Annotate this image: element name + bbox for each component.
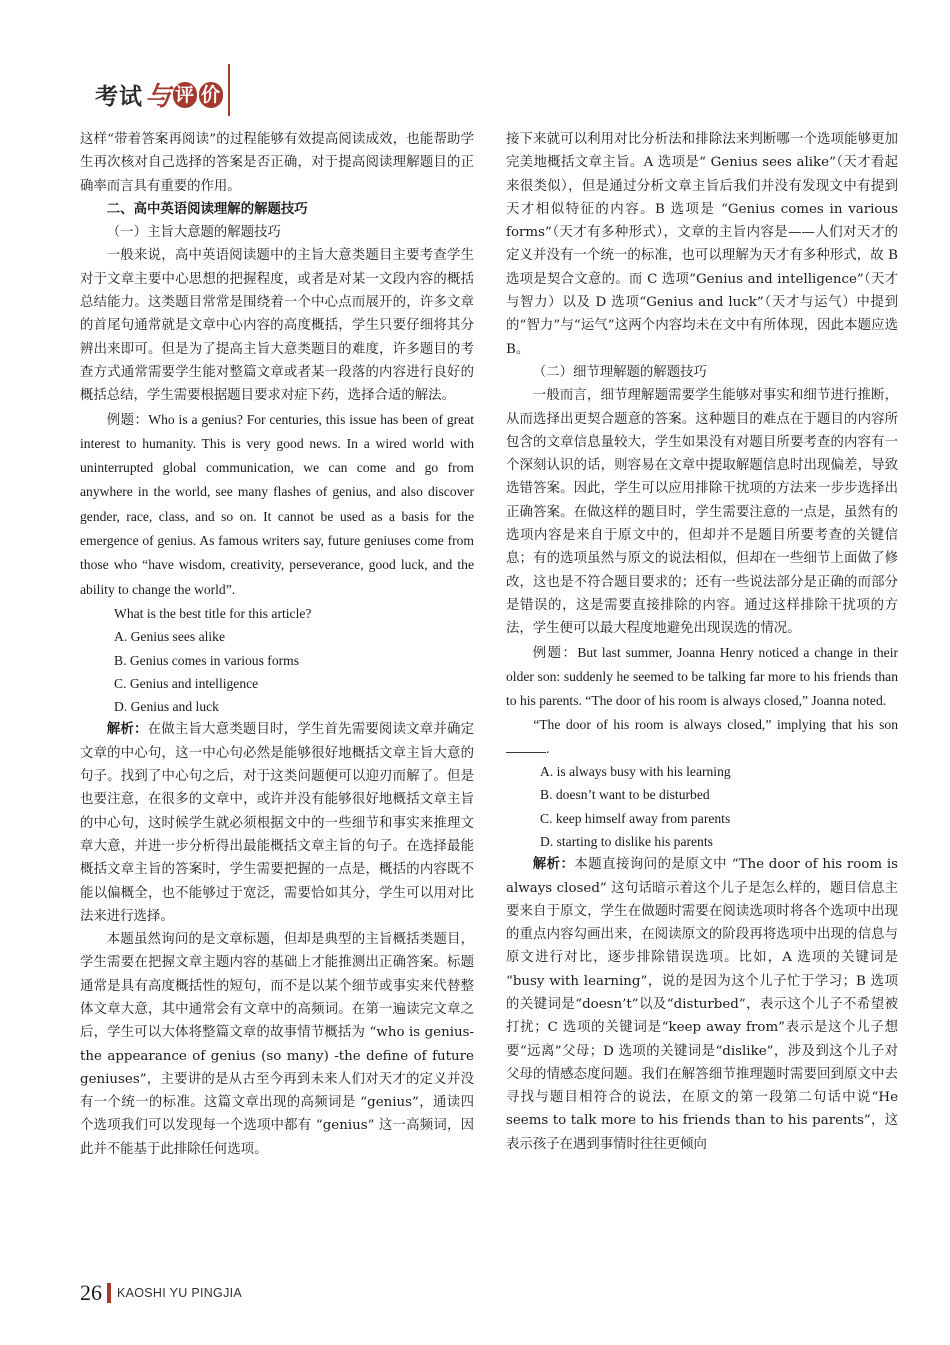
analysis-label: 解析：	[106, 721, 148, 738]
paragraph: 接下来就可以利用对比分析法和排除法来判断哪一个选项能够更加完美地概括文章主旨。A 选项是“ Genius sees alike”（天才看起来很类似），但是通过分析文章主旨后我们并没有发现文中有提到天才相似特征的内容。B 选项是 “Genius comes in various forms”（天才有多种形式），文章的主旨内容是——人们对天才的定义并没有一个统一的标准，也可以理解为天才有多种形式，故 B 选项是契合文意的。而 C 选项“Genius and intelligence”（天才与智力）以及 D 选项“Genius and luck”（天才与运气）中提到的“智力”与“运气”这两个内容均未在文中有所体现，因此本题应选 B。	[506, 132, 898, 357]
paragraph: 这样“带着答案再阅读”的过程能够有效提高阅读成效，也能帮助学生再次核对自己选择的答案是否正确，对于提高阅读理解题目的正确率而言具有重要的作用。	[80, 132, 474, 194]
example-text: But last summer, Joanna Henry noticed a change in their older son: suddenly he seemed to be talking far more to his friends than to his parents. “The door of his room is always closed,” Joanna noted.	[506, 644, 898, 709]
question-text: “The door of his room is always closed,” implying that his son	[533, 717, 898, 733]
journal-name: KAOSHI YU PINGJIA	[117, 1286, 243, 1300]
page-footer	[80, 1280, 242, 1306]
section-heading: 二、高中英语阅读理解的解题技巧	[106, 200, 308, 217]
logo-char-ping: 评	[175, 83, 196, 106]
analysis-text: 在做主旨大意类题目时，学生首先需要阅读文章并确定文章的中心句，这一中心句必然是能够很好地概括文章主旨大意的句子。找到了中心句之后，对于这类问题便可以迎刃而解了。但是也要注意，在很多的文章中，或许并没有能够很好地概括文章主旨的中心句，这时候学生就必须根据文中的一些细节和事实来推理文章大意，并进一步分析得出最能概括文章主旨的句子。在选择最能概括文章主旨的答案时，学生需要把握的一点是，概括的内容既不能以偏概全，也不能够过于宽泛，需要恰如其分，学生可以用对比法来进行选择。	[80, 722, 475, 924]
logo-char-jia: 价	[201, 83, 222, 106]
analysis-text: 本题直接询问的是原文中 “The door of his room is always closed” 这句话暗示着这个儿子是怎么样的，题目信息主要来自于原文，学生在做题时需要在阅读选项时将各个选项中出现的重点内容勾画出来，在阅读原文的阶段再将选项中出现的信息与原文进行对比，逐步排除错误选项。比如，A 选项的关键词是 “busy with learning”，说的是因为这个儿子忙于学习；B 选项的关键词是“doesn’t”以及“disturbed”，表示这个儿子不希望被打扰；C 选项的关键词是“keep away from”表示是这个儿子想要“远离”父母；D 选项的关键词是“dislike”，涉及到这个儿子对父母的情感态度问题。我们在解答细节推理题时需要回到原文中去寻找与题目相符合的说法，在原文的第一段第二句话中说“He seems to talk more to his friends than to his parents”，这表示孩子在遇到事情时往往更倾向	[506, 857, 899, 1152]
option-d: D. starting to dislike his parents	[540, 833, 713, 849]
option-c: C. Genius and intelligence	[114, 675, 259, 691]
option-b: B. doesn’t want to be disturbed	[540, 787, 710, 803]
option-d: D. Genius and luck	[114, 699, 219, 715]
option-a: A. Genius sees alike	[114, 629, 225, 645]
option-b: B. Genius comes in various forms	[114, 652, 300, 668]
option-c: C. keep himself away from parents	[540, 810, 731, 826]
paragraph: 一般而言，细节理解题需要学生能够对事实和细节进行推断，从而选择出更契合题意的答案。这种题目的难点在于题目的内容所包含的文章信息量较大，学生如果没有对题目所要考查的内容有一个深刻认识的话，则容易在文章中提取解题信息时出现偏差，导致选错答案。因此，学生可以应用排除干扰项的方法来一步步选择出正确答案。在做这样的题目时，学生需要注意的一点是，虽然有的选项内容是来自于原文中的，但却并不是题目所要考查的关键信息；有的选项虽然与原文的说法相似，但却在一些细节上面做了修改，这也是不符合题目要求的；还有一些说法部分是正确的而部分是错误的，这是需要直接排除的内容。通过这样排除干扰项的方法，学生便可以最大程度地避免出现误选的情况。	[506, 388, 898, 637]
subsection-heading: （二）细节理解题的解题技巧	[532, 364, 707, 380]
question-end: .	[546, 740, 550, 756]
option-a: A. is always busy with his learning	[540, 764, 731, 780]
example-paragraph	[80, 408, 474, 602]
journal-logo	[95, 76, 223, 113]
logo-text-kaoshi: 考试	[95, 83, 143, 110]
footer-accent-bar	[107, 1283, 111, 1303]
page-number: 26	[80, 1280, 102, 1305]
logo-text-yu: 与	[145, 82, 172, 112]
subsection-heading: （一）主旨大意题的解题技巧	[106, 225, 281, 241]
left-column	[80, 128, 474, 1161]
paragraph: 一般来说，高中英语阅读题中的主旨大意类题目主要考查学生对于文章主要中心思想的把握程度，或者是对某一文段内容的概括总结能力。这类题目常常是围绕着一个中心点而展开的，许多文章的首尾句通常就是文章中心内容的高度概括，学生只要仔细将其分辨出来即可。但是为了提高主旨大意类题目的难度，许多题目的考查方式通常需要学生能对整篇文章或者某一段落的内容进行良好的概括总结，学生需要根据题目要求对症下药，选择合适的解法。	[80, 248, 474, 404]
logo-text-pingjia	[173, 82, 223, 108]
analysis-paragraph	[506, 853, 898, 1156]
example-text: Who is a genius? For centuries, this issue has been of great interest to humanity. This is very good news. In a wired world with uninterrupted global communication, we can come and go from anywhere in the world, see many flashes of genius, and also discover gender, race, class, and so on. It cannot be used as a basis for the emergence of genius. As famous writers say, future geniuses come from those who “have wisdom, creativity, perseverance, good luck, and the ability to change the world”.	[80, 411, 475, 597]
analysis-label: 解析：	[532, 856, 575, 873]
right-column	[506, 128, 898, 1156]
analysis-paragraph	[80, 718, 474, 928]
example-label: 例题：	[106, 412, 149, 428]
header-divider	[228, 64, 230, 116]
question: What is the best title for this article?	[114, 605, 312, 621]
example-label: 例题：	[532, 645, 578, 661]
paragraph: 本题虽然询问的是文章标题，但却是典型的主旨概括类题目，学生需要在把握文章主题内容的基础上才能推测出正确答案。标题通常是具有高度概括性的短句，而不是以某个细节或事实来代替整体文章大意，其中通常会有文章中的高频词。在第一遍读完文章之后，学生可以大体将整篇文章的故事情节概括为 “who is genius-the appearance of genius (so many) -the define of future geniuses”，主要讲的是从古至今再到未来人们对天才的定义并没有一个统一的标准。这篇文章出现的高频词是 “genius”，通读四个选项我们可以发现每一个选项中都有 “genius” 这一高频词，因此并不能基于此排除任何选项。	[80, 932, 474, 1157]
example-paragraph	[506, 641, 898, 714]
question	[506, 713, 898, 760]
answer-blank	[506, 740, 546, 753]
